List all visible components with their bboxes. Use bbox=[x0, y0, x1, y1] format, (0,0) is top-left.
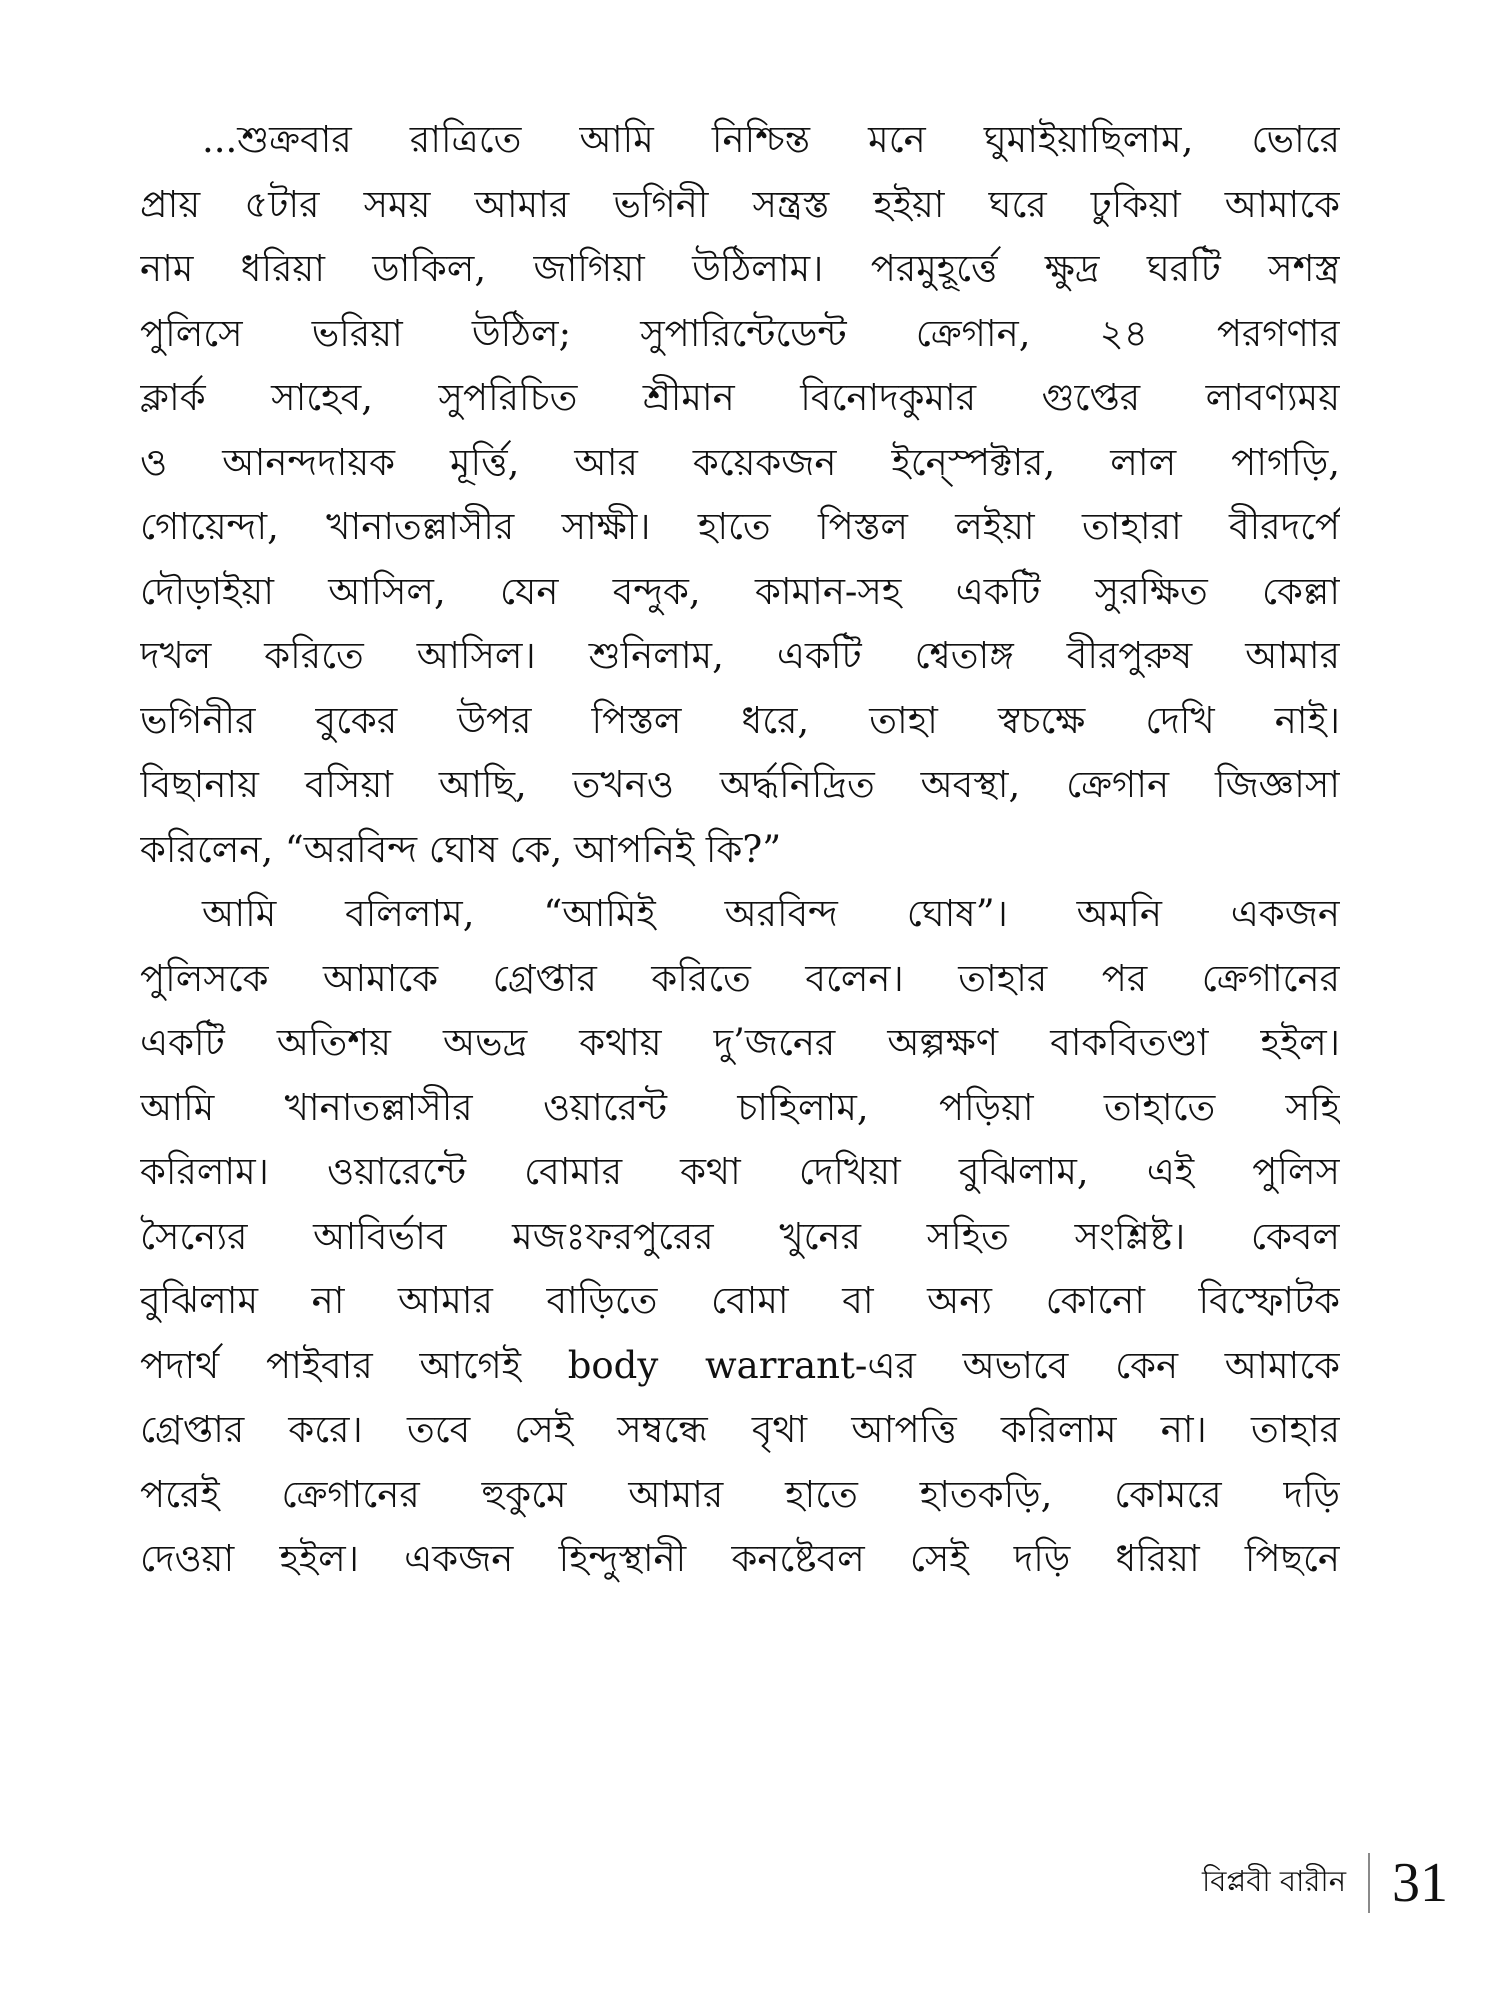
text-line: ও আনন্দদায়ক মূর্ত্তি, আর কয়েকজন ইন্স্পেক্টার, লাল পাগড়ি, bbox=[140, 440, 1340, 484]
text-line: আমি খানাতল্লাসীর ওয়ারেন্ট চাহিলাম, পড়িয়া তাহাতে সহি bbox=[140, 1085, 1340, 1129]
text-line: ...শুক্রবার রাত্রিতে আমি নিশ্চিন্ত মনে ঘুমাইয়াছিলাম, ভোরে bbox=[202, 118, 1340, 161]
text-line: দখল করিতে আসিল। শুনিলাম, একটি শ্বেতাঙ্গ বীরপুরুষ আমার bbox=[140, 634, 1340, 677]
text-line: পরেই ক্রেগানের হুকুমে আমার হাতে হাতকড়ি, কোমরে দড়ি bbox=[140, 1472, 1340, 1516]
text-line: ভগিনীর বুকের উপর পিস্তল ধরে, তাহা স্বচক্ষে দেখি নাই। bbox=[140, 698, 1340, 742]
text-line: সৈন্যের আবির্ভাব মজঃফরপুরের খুনের সহিত সংশ্লিষ্ট। কেবল bbox=[140, 1214, 1340, 1258]
paragraph-2 bbox=[140, 882, 1340, 1592]
text-line: বুঝিলাম না আমার বাড়িতে বোমা বা অন্য কোনো বিস্ফোটক bbox=[140, 1279, 1340, 1322]
text-line: করিলাম। ওয়ারেন্টে বোমার কথা দেখিয়া বুঝিলাম, এই পুলিস bbox=[140, 1150, 1340, 1193]
text-line: ক্লার্ক সাহেব, সুপরিচিত শ্রীমান বিনোদকুমার গুপ্তের লাবণ্যময় bbox=[140, 376, 1340, 419]
text-line: গ্রেপ্তার করে। তবে সেই সম্বন্ধে বৃথা আপত্তি করিলাম না। তাহার bbox=[140, 1408, 1340, 1451]
paragraph-1 bbox=[140, 108, 1340, 882]
text-line: প্রায় ৫টার সময় আমার ভগিনী সন্ত্রস্ত হইয়া ঘরে ঢুকিয়া আমাকে bbox=[140, 182, 1340, 226]
text-line: পদার্থ পাইবার আগেই body warrant-এর অভাবে কেন আমাকে bbox=[140, 1343, 1340, 1387]
text-line: গোয়েন্দা, খানাতল্লাসীর সাক্ষী। হাতে পিস্তল লইয়া তাহারা বীরদর্পে bbox=[140, 505, 1340, 548]
text-line: আমি বলিলাম, “আমিই অরবিন্দ ঘোষ”। অমনি একজন bbox=[202, 892, 1340, 935]
text-line: নাম ধরিয়া ডাকিল, জাগিয়া উঠিলাম। পরমুহূর্ত্তে ক্ষুদ্র ঘরটি সশস্ত্র bbox=[140, 247, 1340, 290]
text-line: দেওয়া হইল। একজন হিন্দুস্থানী কনষ্টেবল সেই দড়ি ধরিয়া পিছনে bbox=[140, 1537, 1340, 1580]
text-line: করিলেন, “অরবিন্দ ঘোষ কে, আপনিই কি?” bbox=[140, 827, 782, 871]
text-line: দৌড়াইয়া আসিল, যেন বন্দুক, কামান-সহ একটি সুরক্ষিত কেল্লা bbox=[140, 569, 1340, 613]
page-number: 31 bbox=[1392, 1852, 1448, 1914]
text-line: পুলিসকে আমাকে গ্রেপ্তার করিতে বলেন। তাহার পর ক্রেগানের bbox=[140, 956, 1340, 1000]
page-body bbox=[140, 108, 1340, 1592]
book-title: বিপ্লবী বারীন bbox=[1202, 1863, 1346, 1898]
footer-divider bbox=[1368, 1853, 1370, 1913]
text-line: একটি অতিশয় অভদ্র কথায় দু’জনের অল্পক্ষণ বাকবিতণ্ডা হইল। bbox=[140, 1021, 1340, 1064]
text-line: বিছানায় বসিয়া আছি, তখনও অর্দ্ধনিদ্রিত অবস্থা, ক্রেগান জিজ্ঞাসা bbox=[140, 763, 1340, 806]
page-footer bbox=[1202, 1846, 1448, 1920]
text-line: পুলিসে ভরিয়া উঠিল; সুপারিন্টেডেন্ট ক্রেগান, ২৪ পরগণার bbox=[140, 311, 1340, 355]
